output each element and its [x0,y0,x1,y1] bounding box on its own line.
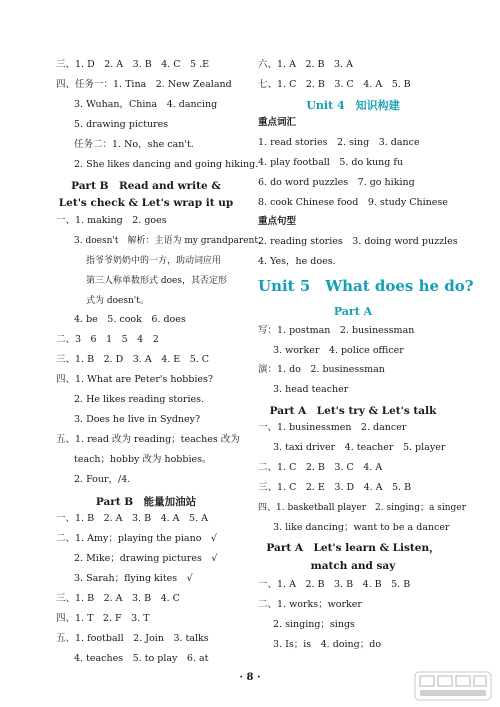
page-number: · 8 · [239,672,261,683]
answer-line: 一、1. making 2. goes [56,215,167,226]
answer-line: 指爷爷奶奶中的一方，助动词应用 [86,256,222,266]
answer-line: 3. worker 4. police officer [273,345,404,356]
watermark-logo-icon [414,671,492,701]
subsection-label: 重点词汇 [258,117,297,128]
answer-line: 2. reading stories 3. doing word puzzles [258,236,458,247]
answer-line: 四、1. basketball player 2. singing；a singer [258,503,466,513]
unit-4-heading: Unit 4 知识构建 [306,99,400,112]
answer-line: 二、3 6 1 5 4 2 [56,334,159,345]
answer-line: 三、1. C 2. E 3. D 4. A 5. B [258,482,412,493]
answer-line: 演：1. do 2. businessman [258,364,385,375]
answer-line: 式为 doesn't。 [86,296,149,306]
answer-line: 七、1. C 2. B 3. C 4. A 5. B [258,79,411,90]
answer-line: 3. Wuhan，China 4. dancing [74,99,218,110]
answer-line: 2. Mike；drawing pictures √ [74,553,218,564]
answer-line: 3. like dancing；want to be a dancer [273,522,450,533]
answer-line: 2. singing；sings [273,619,355,630]
answer-line: 第三人称单数形式 does，其否定形 [86,276,227,286]
section-heading: Part A Let's try & Let's talk [269,405,437,417]
answer-line: 五、1. read 改为 reading；teaches 改为 [56,434,240,445]
answer-line: 三、1. B 2. D 3. A 4. E 5. C [56,354,210,365]
answer-line: 二、1. Amy；playing the piano √ [56,533,217,544]
answer-line: 3. Sarah；flying kites √ [74,573,193,584]
answer-line: 三、1. B 2. A 3. B 4. C [56,593,180,604]
part-a-heading: Part A [333,305,373,318]
answer-line: 2. Four，/4. [74,474,131,485]
section-heading: Let's check & Let's wrap it up [58,197,234,209]
subsection-label: 重点句型 [258,216,297,227]
answer-line: 四、1. What are Peter's hobbies? [56,374,214,385]
answer-line: 一、1. A 2. B 3. B 4. B 5. B [258,579,411,590]
answer-line: 3. Is；is 4. doing；do [273,639,382,650]
answer-line: 5. drawing pictures [74,119,169,130]
answer-line: 一、1. B 2. A 3. B 4. A 5. A [56,513,208,524]
answer-line: 五、1. football 2. Join 3. talks [56,633,209,644]
answer-line: 4. play football 5. do kung fu [258,157,403,168]
answer-line: 2. He likes reading stories. [74,394,205,405]
answer-line: 1. read stories 2. sing 3. dance [258,137,420,148]
section-heading: match and say [310,560,396,572]
answer-line: 一、1. businessmen 2. dancer [258,422,407,433]
answer-line: 6. do word puzzles 7. go hiking [258,177,415,188]
answer-line: 4. be 5. cook 6. does [74,314,186,325]
answer-line: 4. Yes，he does. [258,256,336,267]
answer-line: 3. Does he live in Sydney? [74,414,201,425]
section-heading: Part B Read and write & [71,180,221,192]
answer-line: 4. teaches 5. to play 6. at [74,653,209,664]
answer-line: 三、1. D 2. A 3. B 4. C 5 .E [56,59,210,70]
answer-line: 2. She likes dancing and going hiking. [74,159,259,170]
answer-line: 四、任务一：1. Tina 2. New Zealand [56,79,232,90]
section-heading: Part A Let's learn & Listen， [266,542,440,554]
answer-line: 3. doesn't 解析：主语为 my grandparent， [74,236,267,246]
answer-line: 3. taxi driver 4. teacher 5. player [273,442,446,453]
answer-line: 二、1. C 2. B 3. C 4. A [258,462,383,473]
answer-line: teach；hobby 改为 hobbies。 [74,454,212,465]
section-heading: Part B 能量加油站 [95,496,197,508]
answer-line: 8. cook Chinese food 9. study Chinese [258,197,448,208]
answer-line: 二、1. works；worker [258,599,362,610]
answer-line: 3. head teacher [273,384,349,395]
answer-line: 四、1. T 2. F 3. T [56,613,150,624]
answer-line: 六、1. A 2. B 3. A [258,59,353,70]
answer-line: 写：1. postman 2. businessman [258,325,415,336]
answer-line: 任务二：1. No，she can't. [74,139,194,150]
unit-5-heading: Unit 5 What does he do? [258,277,474,295]
